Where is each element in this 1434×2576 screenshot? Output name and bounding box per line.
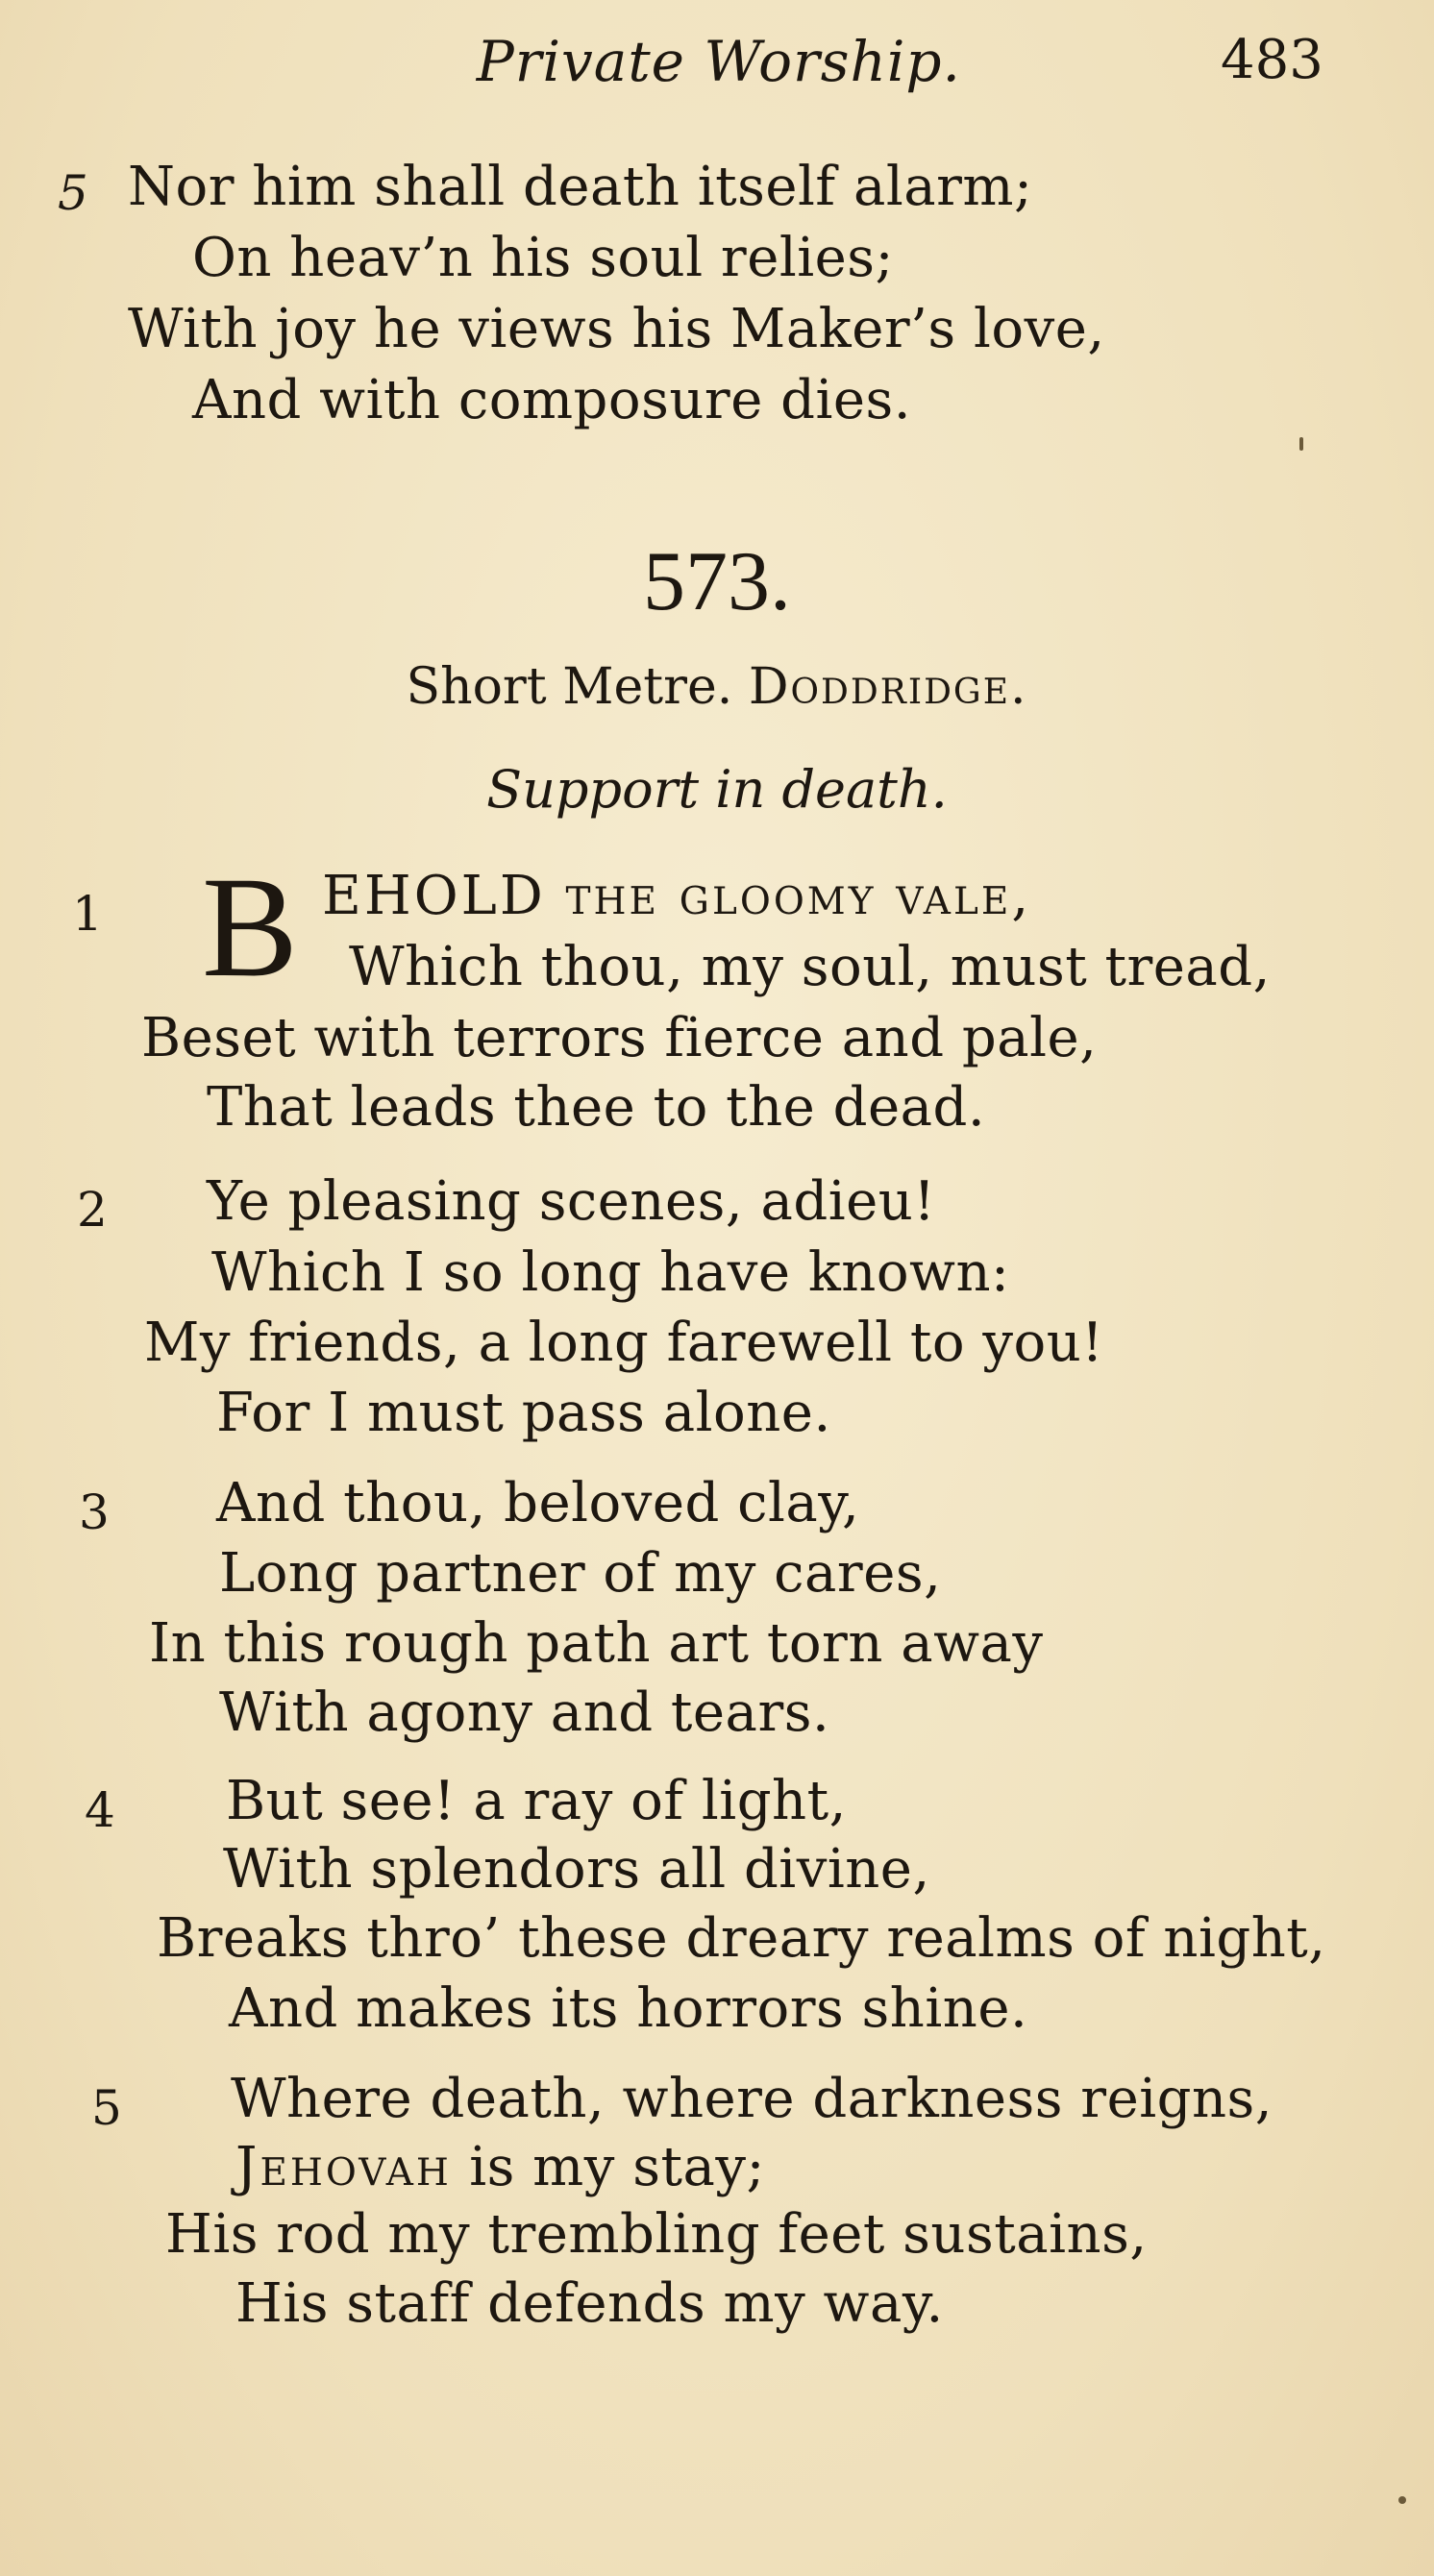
verse-line: Which thou, my soul, must tread, bbox=[349, 936, 1271, 998]
paper-speck bbox=[1398, 2496, 1406, 2504]
verse-line: Ye pleasing scenes, adieu! bbox=[207, 1170, 936, 1233]
verse-line: And with composure dies. bbox=[192, 369, 912, 431]
verse-line: EHOLD the gloomy vale, bbox=[322, 865, 1032, 927]
verse-line-text: is my stay; bbox=[469, 2136, 765, 2198]
verse-line: That leads thee to the dead. bbox=[207, 1076, 986, 1139]
verse-line: In this rough path art torn away bbox=[149, 1612, 1044, 1675]
stanza-number: 4 bbox=[85, 1782, 115, 1838]
drop-cap: B bbox=[202, 847, 299, 1007]
verse-line: Where death, where darkness reigns, bbox=[231, 2068, 1273, 2130]
verse-line: And thou, beloved clay, bbox=[216, 1472, 860, 1534]
verse-line: For I must pass alone. bbox=[216, 1382, 831, 1444]
meter: Short Metre. bbox=[406, 658, 733, 716]
verse-line: And makes its horrors shine. bbox=[229, 1977, 1028, 2040]
stanza-number: 5 bbox=[91, 2080, 122, 2136]
stanza-number: 3 bbox=[79, 1484, 110, 1540]
author: Doddridge. bbox=[748, 658, 1028, 716]
verse-line: On heav’n his soul relies; bbox=[192, 227, 894, 289]
stanza-number: 5 bbox=[58, 165, 88, 221]
stanza-number: 2 bbox=[77, 1182, 108, 1238]
verse-line: His rod my trembling feet sustains, bbox=[165, 2203, 1148, 2266]
hymn-subtitle: Support in death. bbox=[486, 759, 948, 820]
verse-line bbox=[235, 2136, 765, 2198]
running-header-title: Private Worship. bbox=[476, 29, 961, 94]
hymn-number: 573. bbox=[643, 535, 791, 628]
verse-line: My friends, a long farewell to you! bbox=[144, 1312, 1104, 1374]
page-number: 483 bbox=[1221, 29, 1323, 91]
verse-line: Long partner of my cares, bbox=[219, 1542, 942, 1605]
verse-line: But see! a ray of light, bbox=[226, 1770, 847, 1832]
paper-speck bbox=[1299, 437, 1303, 451]
meter-author-line bbox=[0, 658, 1434, 716]
verse-line: With agony and tears. bbox=[219, 1681, 830, 1744]
verse-line: Breaks thro’ these dreary realms of night, bbox=[157, 1907, 1326, 1970]
verse-line: With splendors all divine, bbox=[223, 1838, 930, 1901]
verse-line: Beset with terrors fierce and pale, bbox=[141, 1007, 1098, 1069]
divine-name: Jehovah bbox=[235, 2136, 452, 2198]
verse-line: With joy he views his Maker’s love, bbox=[128, 298, 1105, 360]
verse-line: His staff defends my way. bbox=[235, 2272, 944, 2335]
verse-line: Which I so long have known: bbox=[211, 1241, 1010, 1304]
stanza-number: 1 bbox=[72, 886, 103, 942]
verse-line: Nor him shall death itself alarm; bbox=[128, 156, 1033, 218]
